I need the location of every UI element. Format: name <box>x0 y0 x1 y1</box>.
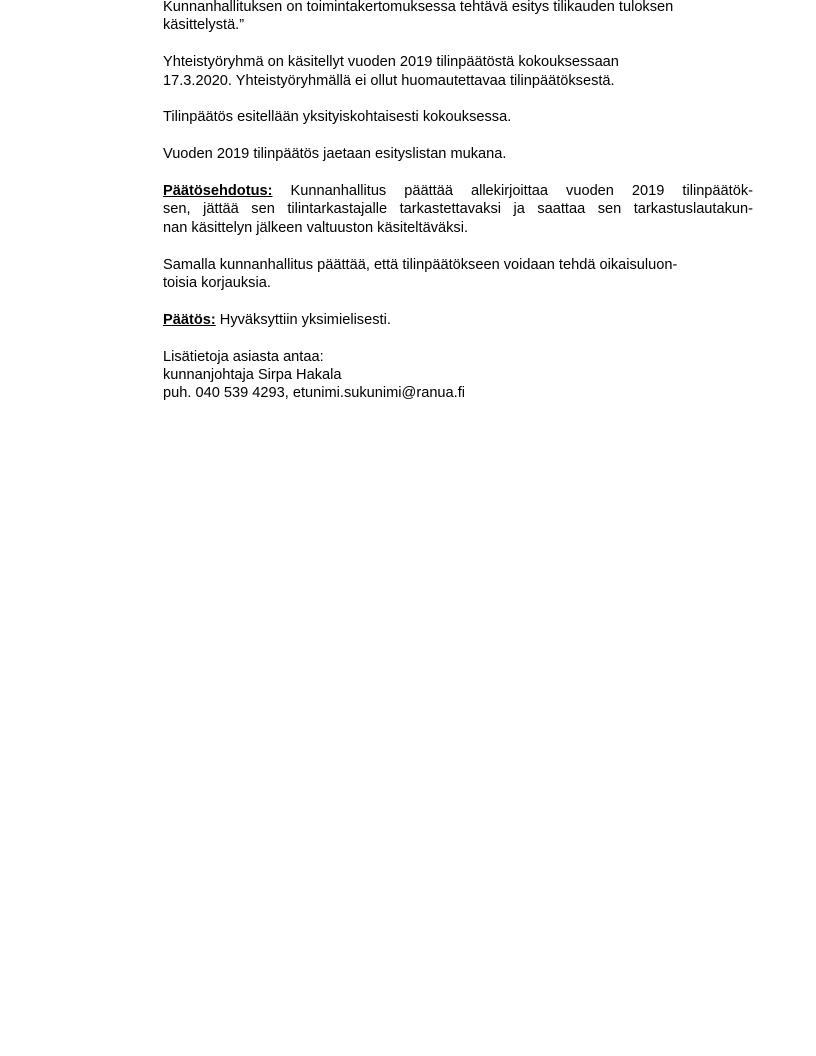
text-line: sen, jättää sen tilintarkastajalle tarkastettavaksi ja saattaa sen tarkastuslautakun- <box>163 201 753 218</box>
paragraph-decision-proposal <box>163 182 753 237</box>
text-line: Vuoden 2019 tilinpäätös jaetaan esityslistan mukana. <box>163 146 507 163</box>
text-line: käsittelystä.” <box>163 17 245 34</box>
contact-person: kunnanjohtaja Sirpa Hakala <box>163 367 342 384</box>
contact-phone-email: puh. 040 539 4293, etunimi.sukunimi@ranua.fi <box>163 385 466 402</box>
paragraph-corrections <box>163 256 753 293</box>
text-line: Tilinpäätös esitellään yksityiskohtaisesti kokouksessa. <box>163 109 512 126</box>
contact-intro: Lisätietoja asiasta antaa: <box>163 348 324 365</box>
paragraph-cooperation-group <box>163 53 753 90</box>
paragraph-distribution <box>163 145 753 163</box>
decision-text: Hyväksyttiin yksimielisesti. <box>215 311 391 328</box>
text-line <box>163 182 753 200</box>
decision-proposal-label: Päätösehdotus: <box>163 183 273 199</box>
text-line: Samalla kunnanhallitus päättää, että tilinpäätökseen voidaan tehdä oikaisuluon- <box>163 256 678 273</box>
contact-info <box>163 348 753 403</box>
paragraph-decision <box>163 311 753 329</box>
text-line: 17.3.2020. Yhteistyöryhmällä ei ollut huomautettavaa tilinpäätöksestä. <box>163 72 615 89</box>
decision-proposal-text: Kunnanhallitus päättää allekirjoittaa vuoden 2019 tilinpäätök- <box>272 183 753 199</box>
text-line <box>163 311 753 329</box>
text-line: Kunnanhallituksen on toimintakertomuksessa tehtävä esitys tilikauden tuloksen <box>163 0 674 15</box>
decision-label: Päätös: <box>163 311 216 328</box>
paragraph-presentation <box>163 108 753 126</box>
text-line: toisia korjauksia. <box>163 275 271 292</box>
text-line: Yhteistyöryhmä on käsitellyt vuoden 2019 tilinpäätöstä kokouksessaan <box>163 54 619 71</box>
document-body <box>163 0 753 421</box>
paragraph-result-proposal <box>163 0 753 35</box>
text-line: nan käsittelyn jälkeen valtuuston käsiteltäväksi. <box>163 219 469 236</box>
